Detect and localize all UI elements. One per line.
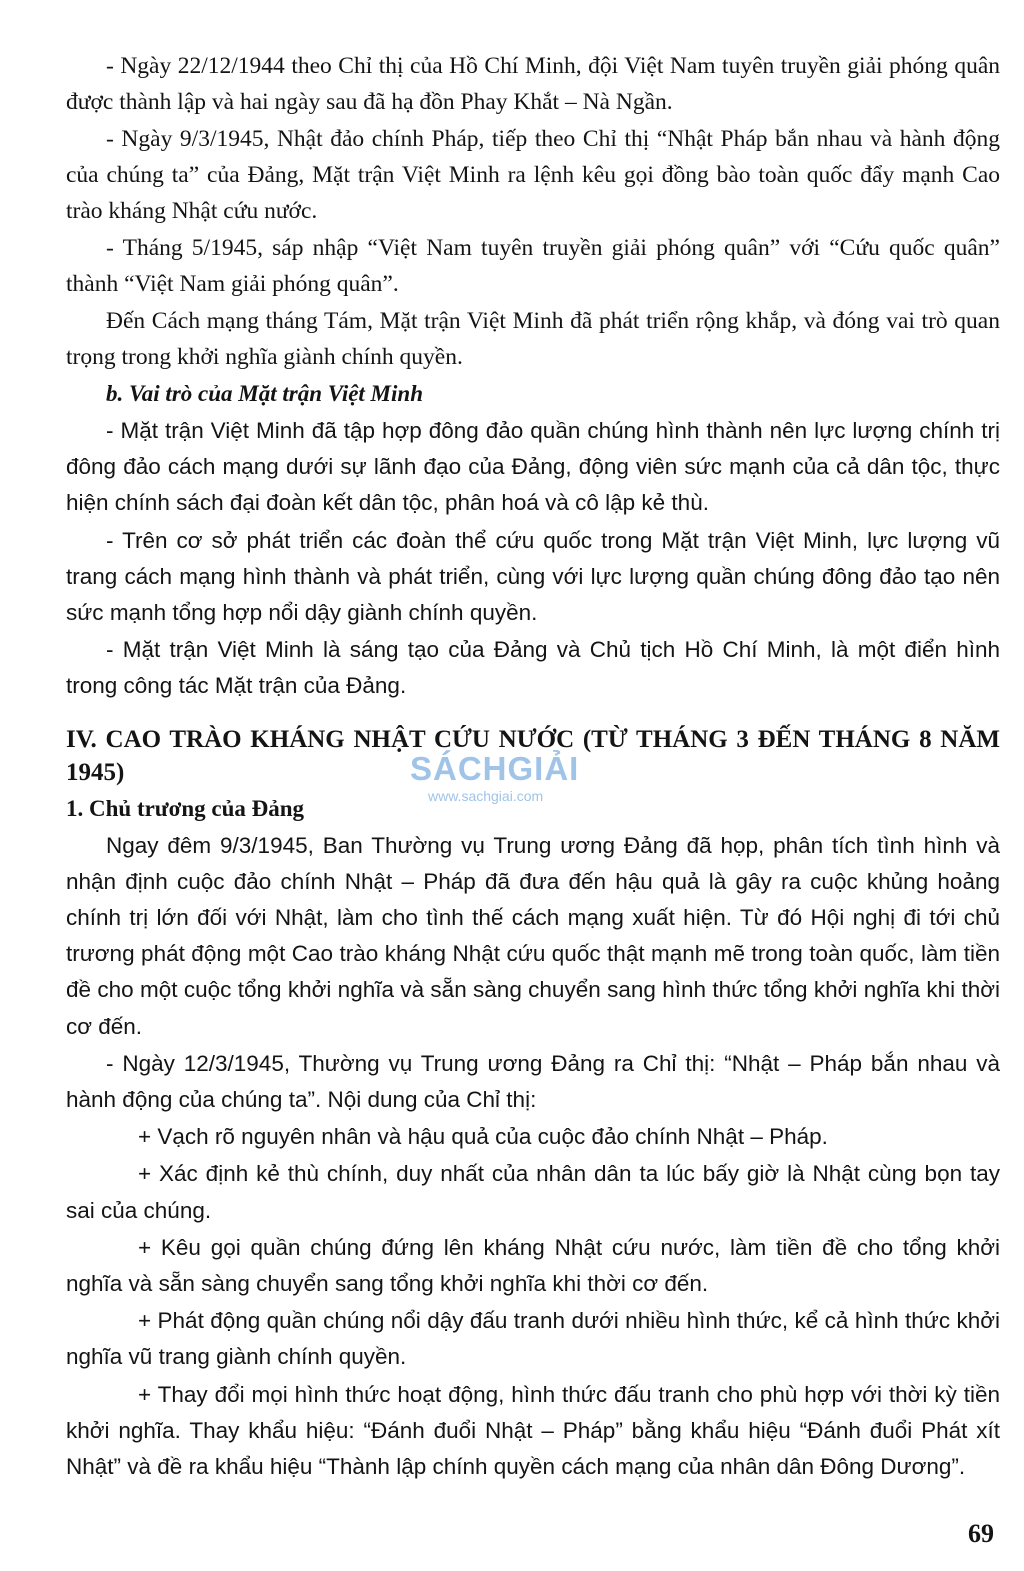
section-heading: IV. CAO TRÀO KHÁNG NHẬT CỨU NƯỚC (TỪ THÁNG 3 ĐẾN THÁNG 8 NĂM 1945) [66, 725, 1000, 786]
page-content [66, 48, 1000, 1486]
paragraph: Đến Cách mạng tháng Tám, Mặt trận Việt Minh đã phát triển rộng khắp, và đóng vai trò quan trọng trong khởi nghĩa giành chính quyền. [66, 308, 1000, 370]
watermark-logo: SÁCHGIẢI [410, 750, 580, 787]
paragraph: + Thay đổi mọi hình thức hoạt động, hình thức đấu tranh cho phù hợp với thời kỳ tiền khởi nghĩa. Thay khẩu hiệu: “Đánh đuổi Nhật – Pháp” bằng khẩu hiệu “Đánh đuổi Phát xít Nhật” và đề ra khẩu hiệu “Thành lập chính quyền cách mạng của nhân dân Đông Dương”. [66, 1381, 1000, 1480]
paragraph: - Mặt trận Việt Minh đã tập hợp đông đảo quần chúng hình thành nên lực lượng chính trị đông đảo cách mạng dưới sự lãnh đạo của Đảng, động viên sức mạnh của cả dân tộc, thực hiện chính sách đại đoàn kết dân tộc, phân hoá và cô lập kẻ thù. [66, 418, 1000, 516]
page-number: 69 [968, 1519, 994, 1548]
paragraph: Ngay đêm 9/3/1945, Ban Thường vụ Trung ương Đảng đã họp, phân tích tình hình và nhận định cuộc đảo chính Nhật – Pháp đã đưa đến hậu quả là gây ra cuộc khủng hoảng chính trị lớn đối với Nhật, làm cho tình thế cách mạng xuất hiện. Từ đó Hội nghị đi tới chủ trương phát động một Cao trào kháng Nhật cứu quốc thật mạnh mẽ trong toàn quốc, làm tiền đề cho một cuộc tổng khởi nghĩa và sẵn sàng chuyển sang hình thức tổng khởi nghĩa khi thời cơ đến. [66, 832, 1000, 1039]
paragraph: - Mặt trận Việt Minh là sáng tạo của Đảng và Chủ tịch Hồ Chí Minh, là một điển hình trong công tác Mặt trận của Đảng. [66, 637, 1000, 699]
paragraph: - Ngày 12/3/1945, Thường vụ Trung ương Đảng ra Chỉ thị: “Nhật – Pháp bắn nhau và hành động của chúng ta”. Nội dung của Chỉ thị: [66, 1050, 1000, 1113]
paragraph: - Trên cơ sở phát triển các đoàn thể cứu quốc trong Mặt trận Việt Minh, lực lượng vũ trang cách mạng hình thành và phát triển, cùng với lực lượng quần chúng đông đảo tạo nên sức mạnh tổng hợp nổi dậy giành chính quyền. [66, 527, 1000, 626]
paragraph: - Ngày 22/12/1944 theo Chỉ thị của Hồ Chí Minh, đội Việt Nam tuyên truyền giải phóng quân được thành lập và hai ngày sau đã hạ đồn Phay Khắt – Nà Ngần. [66, 53, 1000, 115]
paragraph: - Tháng 5/1945, sáp nhập “Việt Nam tuyên truyền giải phóng quân” với “Cứu quốc quân” thành “Việt Nam giải phóng quân”. [66, 235, 1000, 297]
paragraph: + Vạch rõ nguyên nhân và hậu quả của cuộc đảo chính Nhật – Pháp. [138, 1124, 828, 1150]
paragraph: - Ngày 9/3/1945, Nhật đảo chính Pháp, tiếp theo Chỉ thị “Nhật Pháp bắn nhau và hành động của chúng ta” của Đảng, Mặt trận Việt Minh ra lệnh kêu gọi đồng bào toàn quốc đẩy mạnh Cao trào kháng Nhật cứu nước. [66, 126, 1000, 224]
paragraph: + Xác định kẻ thù chính, duy nhất của nhân dân ta lúc bấy giờ là Nhật cùng bọn tay sai của chúng. [66, 1161, 1000, 1223]
watermark-url: www.sachgiai.com [428, 788, 544, 804]
heading-1: 1. Chủ trương của Đảng [66, 795, 305, 821]
paragraph: + Phát động quần chúng nổi dậy đấu tranh dưới nhiều hình thức, kể cả hình thức khởi nghĩa vũ trang giành chính quyền. [66, 1308, 1000, 1370]
section-b-body [66, 413, 1000, 1485]
subheading-b: b. Vai trò của Mặt trận Việt Minh [106, 381, 423, 406]
paragraph: + Kêu gọi quần chúng đứng lên kháng Nhật cứu nước, làm tiền đề cho tổng khởi nghĩa và sẵn sàng chuyển sang tổng khởi nghĩa khi thời cơ đến. [66, 1234, 1000, 1297]
